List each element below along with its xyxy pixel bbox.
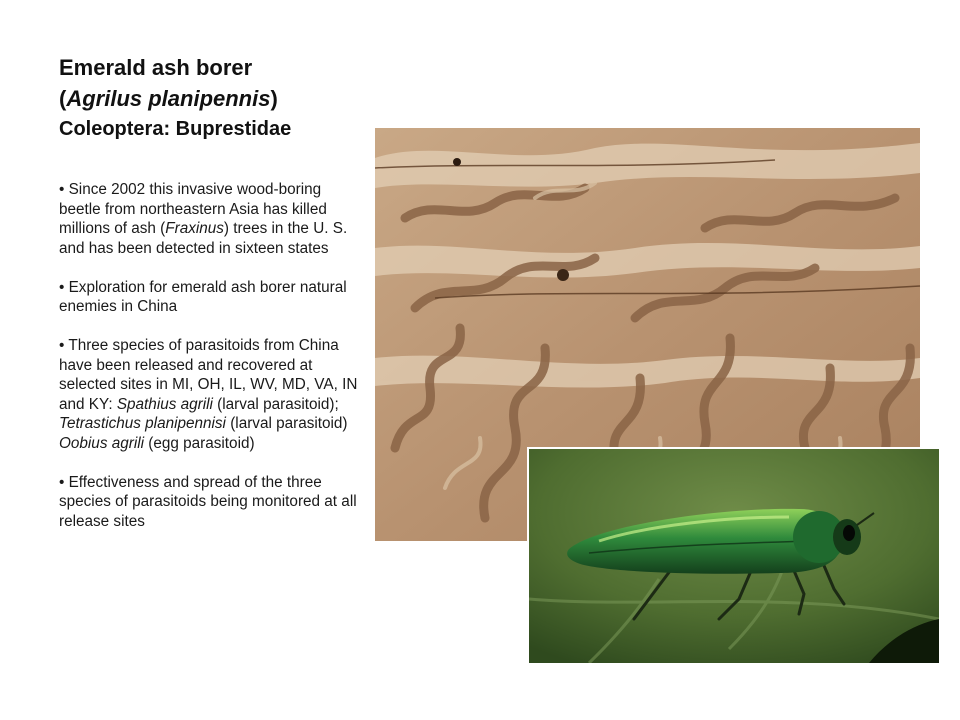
bullet-italic-species: Oobius agrili — [59, 434, 145, 452]
bullet-item-parasitoids — [59, 336, 359, 453]
scientific-name-text: Agrilus planipennis — [66, 86, 271, 111]
bullet-text: Exploration for emerald ash borer natural enemies in China — [59, 278, 347, 315]
bullet-list — [59, 180, 359, 551]
bullet-text: (larval parasitoid) — [225, 415, 348, 432]
slide-title — [59, 52, 379, 83]
bullet-text: ) trees in the U. S. and has been detected in sixteen states — [59, 220, 348, 257]
title-block — [59, 52, 379, 144]
bullet-item-monitoring — [59, 473, 359, 532]
bullet-marker: • — [59, 473, 65, 491]
bullet-italic-genus: Fraxinus — [165, 220, 224, 237]
bullet-marker: • — [59, 181, 65, 198]
bullet-text: Three species of parasitoids from China have been released and recovered at selected sites in MI, OH, IL, WV, MD, VA, IN and KY: — [59, 337, 358, 413]
bullet-text: (egg parasitoid) — [144, 434, 255, 452]
bullet-text: Effectiveness and spread of the three species of parasitoids being monitored at all release sites — [59, 473, 357, 530]
sci-paren-open: ( — [59, 86, 67, 111]
bullet-text: (larval parasitoid); — [212, 395, 339, 413]
title-common-name: Emerald ash borer — [59, 55, 253, 80]
bullet-item-spread — [59, 180, 359, 258]
bullet-marker: • — [59, 337, 65, 354]
scientific-name — [59, 83, 379, 114]
bullet-marker: • — [59, 278, 65, 296]
taxonomy-subtitle: Coleoptera: Buprestidae — [59, 118, 292, 140]
bullet-text: Since 2002 this invasive wood-boring beetle from northeastern Asia has killed millions of ash ( — [59, 181, 327, 237]
bullet-italic-species: Spathius agrili — [116, 395, 213, 413]
beetle-image-drawing — [529, 449, 939, 663]
bullet-italic-species: Tetrastichus planipennisi — [59, 415, 226, 432]
sci-paren-close: ) — [270, 86, 278, 111]
bullet-item-exploration — [59, 278, 359, 317]
emerald-beetle-leaf-photo — [527, 447, 939, 663]
